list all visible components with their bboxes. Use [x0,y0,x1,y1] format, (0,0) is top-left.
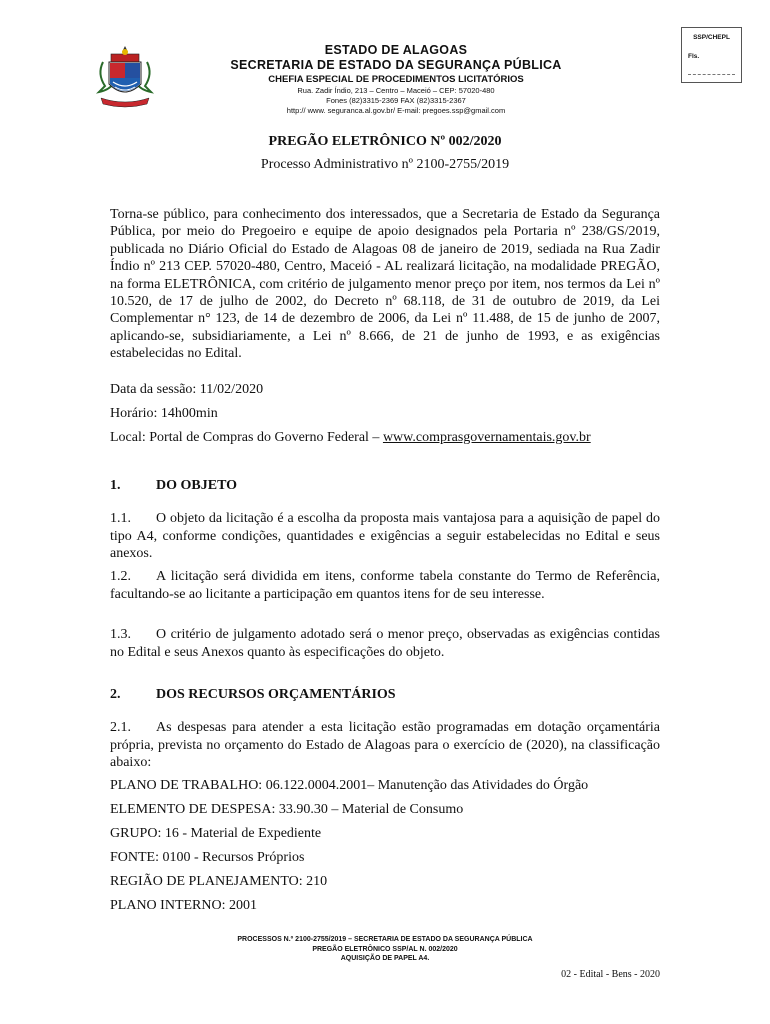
budget-line: GRUPO: 16 - Material de Expediente [110,826,322,841]
web-contact: http:// www. seguranca.al.gov.br/ E-mail: pregoes.ssp@gmail.com [286,106,506,115]
session-time: Horário: 14h00min [110,406,218,421]
address: Rua. Zadir Índio, 213 – Centro – Maceió – CEP: 57020-480 [297,86,495,95]
budget-line: PLANO INTERNO: 2001 [110,898,257,913]
page-reference: 02 - Edital - Bens - 2020 [561,969,660,980]
protocol-stamp [681,27,742,83]
document-title: PREGÃO ELETRÔNICO Nº 002/2020 [268,134,502,149]
clause-1-3: 1.3. O critério de julgamento adotado será o menor preço, observadas as exigências contidas no Edital e seus Anexos quanto às especificações do objeto. [110,627,660,660]
session-date: Data da sessão: 11/02/2020 [110,382,264,397]
clause-2-1: 2.1. As despesas para atender a esta licitação estão programadas em dotação orçamentária própria, prevista no orçamento do Estado de Alagoas para o exercício de (2020), na classificação abaixo: [110,720,660,770]
intro-paragraph: Torna-se público, para conhecimento dos interessados, que a Secretaria de Estado da Segurança Pública, por meio do Pregoeiro e equipe de apoio designados pela Portaria nº 238/GS/2019, publicada no Diário Oficial do Estado de Alagoas 08 de janeiro de 2019, sediada na Rua Zadir Índio nº 213 CEP. 57020-480, Centro, Maceió - AL realizará licitação, na modalidade PREGÃO, na forma ELETRÔNICA, com critério de julgamento menor preço por item, nos termos da Lei nº 10.520, de 17 de julho de 2002, do Decreto nº 68.118, de 31 de outubro de 2019, da Lei Complementar n° 123, de 14 de dezembro de 2006, da Lei nº 11.488, de 15 de junho de 2007, aplicando-se, subsidiariamente, a Lei nº 8.666, de 21 de junho de 1993, e as exigências estabelecidas no Edital. [110,207,660,362]
department-name: CHEFIA ESPECIAL DE PROCEDIMENTOS LICITATÓRIOS [268,74,524,85]
budget-line: ELEMENTO DE DESPESA: 33.90.30 – Material de Consumo [110,802,464,817]
phones: Fones (82)3315-2369 FAX (82)3315-2367 [326,96,466,105]
process-number: Processo Administrativo nº 2100-2755/2019 [260,157,510,172]
compras-portal-link[interactable]: www.comprasgovernamentais.gov.br [382,430,591,445]
state-coat-of-arms-icon [95,44,155,112]
budget-line: REGIÃO DE PLANEJAMENTO: 210 [110,874,328,889]
page-footer: PROCESSOS N.º 2100-2755/2019 – SECRETARIA DE ESTADO DA SEGURANÇA PÚBLICA PREGÃO ELETRÔNICO SSP/AL N. 002/2020 AQUISIÇÃO DE PAPEL A4. [237,936,533,962]
secretariat-name: SECRETARIA DE ESTADO DA SEGURANÇA PÚBLICA [230,58,562,72]
budget-line: PLANO DE TRABALHO: 06.122.0004.2001– Manutenção das Atividades do Órgão [110,778,589,793]
clause-1-2: 1.2. A licitação será dividida em itens, conforme tabela constante do Termo de Referência, facultando-se ao licitante a participação em quantos itens for de seu interesse. [110,569,660,602]
stamp-fls: Fls. [688,53,700,60]
clause-1-1: 1.1. O objeto da licitação é a escolha da proposta mais vantajosa para a aquisição de papel do tipo A4, conforme condições, quantidades e exigências a seguir estabelecidas no Edital e seus anexos. [110,511,660,561]
budget-line: FONTE: 0100 - Recursos Próprios [110,850,305,865]
section-heading-objeto: 1. DO OBJETO [110,478,238,493]
section-heading-recursos: 2. DOS RECURSOS ORÇAMENTÁRIOS [110,687,396,702]
state-name: ESTADO DE ALAGOAS [324,43,468,57]
session-location: Local: Portal de Compras do Governo Federal – www.comprasgovernamentais.gov.br [110,430,591,445]
letterhead [150,43,642,116]
stamp-title: SSP/CHEPL [693,34,730,41]
